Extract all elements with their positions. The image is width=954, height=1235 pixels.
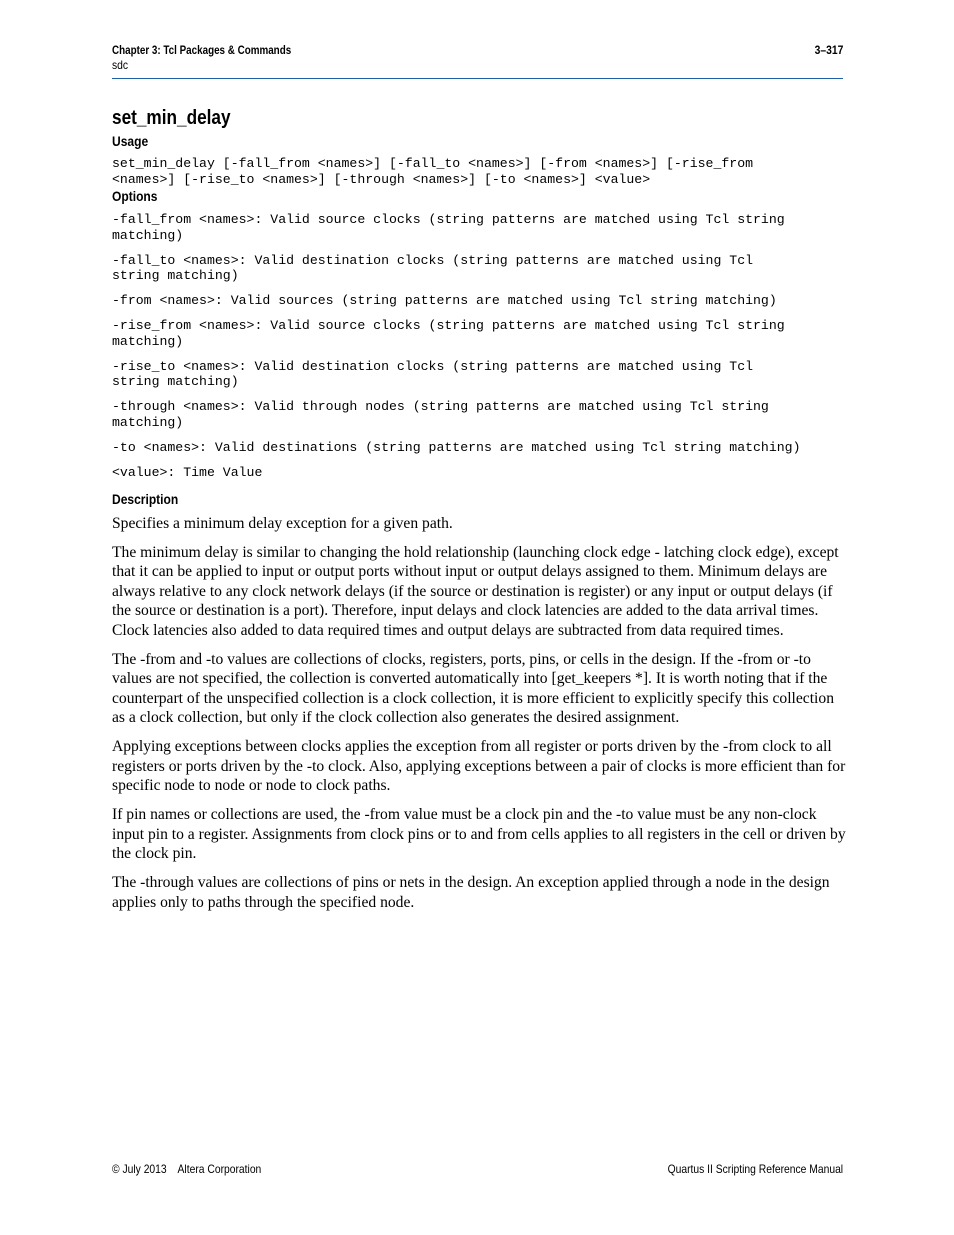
description-body [112,514,847,913]
footer-copyright: © July 2013 Altera Corporation [112,1162,262,1176]
description-paragraph: Applying exceptions between clocks applies the exception from all register or ports driven by the -from clock to all registers or ports driven by the -to clock. Also, applying exceptions between a pair of clocks is more efficient than for specific node to node or node to clock paths. [112,738,846,794]
footer-manual-title: Quartus II Scripting Reference Manual [667,1162,843,1176]
options-heading: Options [112,188,158,204]
section-name: sdc [112,58,129,72]
usage-code: set_min_delay [-fall_from <names>] [-fall_to <names>] [-from <names>] [-rise_from <names>] [-rise_to <names>] [-through <names>] [-to <names>] <value> [112,156,754,187]
description-paragraph: If pin names or collections are used, the -from value must be a clock pin and the -to value must be any non-clock input pin to a register. Assignments from clock pins or to and from cells applies to all registers in the cell or driven by the clock pin. [112,806,846,862]
option-value: <value>: Time Value [112,464,263,480]
option-rise-from: -rise_from <names>: Valid source clocks (string patterns are matched using Tcl string matching) [112,318,785,349]
page-title: set_min_delay [112,107,231,129]
option-from: -from <names>: Valid sources (string patterns are matched using Tcl string matching) [112,293,777,308]
main-content [112,104,847,922]
chapter-title: Chapter 3: Tcl Packages & Commands [112,43,292,57]
option-through: -through <names>: Valid through nodes (string patterns are matched using Tcl string matching) [112,399,769,430]
option-fall-from: -fall_from <names>: Valid source clocks (string patterns are matched using Tcl string matching) [112,212,785,243]
option-to: -to <names>: Valid destinations (string patterns are matched using Tcl string matching) [112,439,801,455]
option-fall-to: -fall_to <names>: Valid destination clocks (string patterns are matched using Tcl string matching) [112,252,754,283]
description-paragraph: The minimum delay is similar to changing the hold relationship (launching clock edge - latching clock edge), except that it can be applied to input or output ports without input or output delays assigned to them. Minimum delays are always relative to any clock network delays (if the source or destination is register) or any input or output delays (if the source or destination is a port). Therefore, input delays and clock latencies are added to the data arrival times. Clock latencies also added to data required times and output delays are subtracted from data required times. [112,543,839,639]
usage-heading: Usage [112,133,149,149]
option-rise-to: -rise_to <names>: Valid destination clocks (string patterns are matched using Tcl string matching) [112,358,754,389]
description-paragraph: The -through values are collections of pins or nets in the design. An exception applied through a node in the design applies only to paths through the specified node. [112,874,830,911]
description-paragraph: The -from and -to values are collections of clocks, registers, ports, pins, or cells in the design. If the -from or -to values are not specified, the collection is converted automatically into [get_keepers *]. It is worth noting that if the counterpart of the unspecified collection is a clock collection, it is more efficient to explicitly specify this collection as a clock collection, but only if the clock collection also generates the desired assignment. [112,650,834,726]
description-paragraph: Specifies a minimum delay exception for a given path. [112,514,453,532]
options-list [112,212,847,480]
page-number: 3–317 [814,43,843,57]
description-heading: Description [112,490,179,507]
page-header [112,42,843,79]
